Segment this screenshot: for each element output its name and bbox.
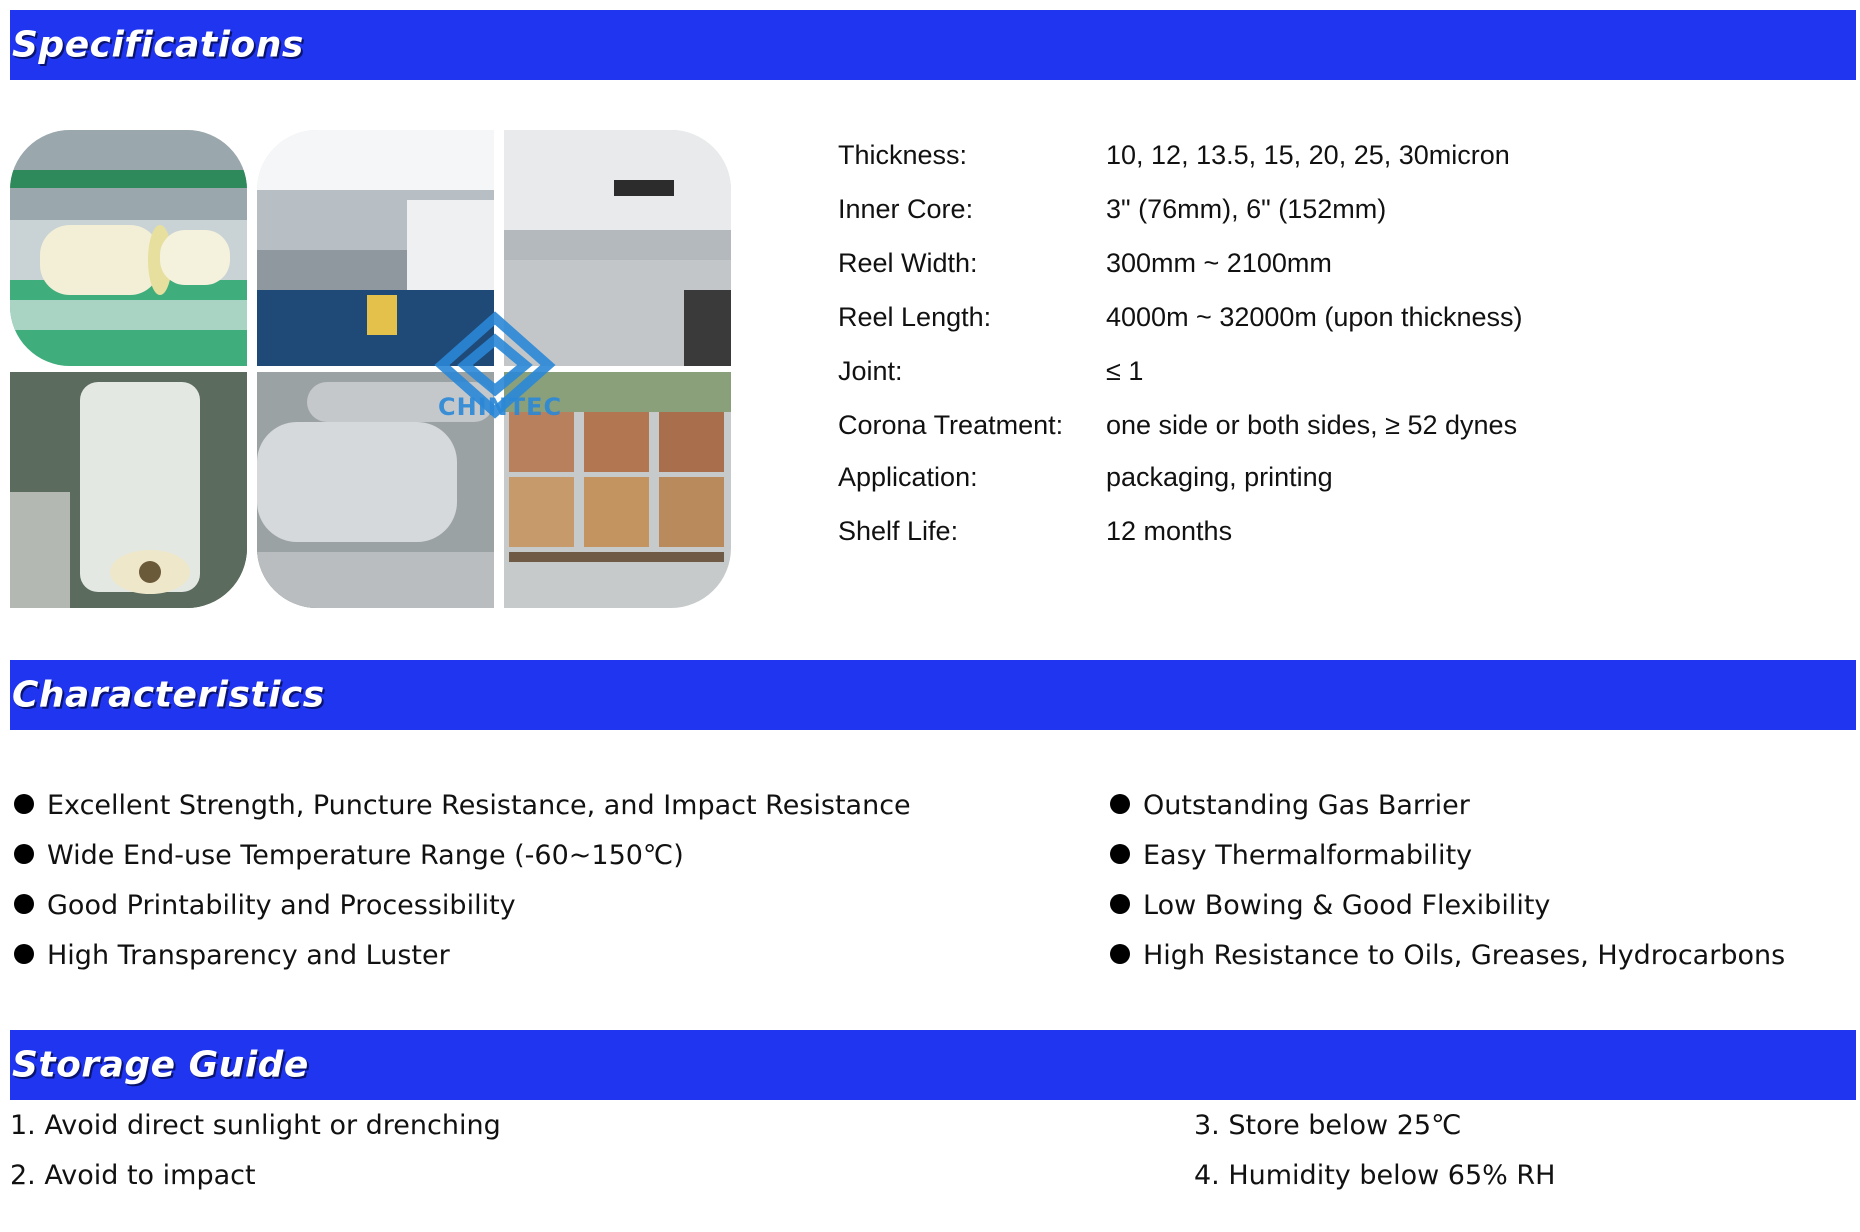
characteristic-text: High Transparency and Luster (47, 940, 450, 971)
spec-value: 10, 12, 13.5, 15, 20, 25, 30micron (1106, 140, 1510, 170)
bullet-icon (1110, 944, 1130, 964)
storage-item: 3. Store below 25℃ (1194, 1110, 1462, 1141)
characteristic-item (14, 940, 450, 980)
characteristic-item (14, 890, 516, 930)
characteristic-item (14, 790, 911, 830)
specifications-header (10, 10, 1856, 80)
storage-item: 4. Humidity below 65% RH (1194, 1160, 1556, 1191)
spec-label: Shelf Life: (838, 516, 959, 546)
storage-guide-header (10, 1030, 1856, 1100)
spec-label: Joint: (838, 356, 903, 386)
characteristic-text: Excellent Strength, Puncture Resistance, and Impact Resistance (47, 790, 911, 821)
spec-label: Reel Length: (838, 302, 992, 332)
characteristic-item (1110, 790, 1470, 830)
bullet-icon (14, 844, 34, 864)
spec-value: 300mm ~ 2100mm (1106, 248, 1332, 278)
characteristic-text: Outstanding Gas Barrier (1143, 790, 1470, 821)
storage-item: 1. Avoid direct sunlight or drenching (10, 1110, 501, 1141)
spec-value: 12 months (1106, 516, 1233, 546)
film-roll-machine-photo (10, 130, 247, 366)
product-photo-collage (10, 130, 731, 608)
characteristic-text: Good Printability and Processibility (47, 890, 516, 921)
spec-label: Inner Core: (838, 194, 974, 224)
bullet-icon (14, 944, 34, 964)
specifications-title: Specifications (12, 24, 304, 66)
bullet-icon (1110, 794, 1130, 814)
characteristic-item (1110, 840, 1472, 880)
spec-value: one side or both sides, ≥ 52 dynes (1106, 410, 1518, 440)
spec-label: Thickness: (838, 140, 968, 170)
storage-item: 2. Avoid to impact (10, 1160, 256, 1191)
wrapped-roll-photo (10, 372, 247, 608)
spec-value: packaging, printing (1106, 462, 1333, 492)
characteristic-text: Wide End-use Temperature Range (-60~150℃) (47, 840, 684, 871)
bullet-icon (14, 794, 34, 814)
bullet-icon (14, 894, 34, 914)
spec-value: 3" (76mm), 6" (152mm) (1106, 194, 1387, 224)
bullet-icon (1110, 844, 1130, 864)
spec-label: Corona Treatment: (838, 410, 1064, 440)
spec-value: 4000m ~ 32000m (upon thickness) (1106, 302, 1523, 332)
characteristic-item (1110, 940, 1785, 980)
spec-label: Reel Width: (838, 248, 978, 278)
characteristic-text: High Resistance to Oils, Greases, Hydrocarbons (1143, 940, 1786, 971)
chintec-logo-text: CHINTEC (438, 393, 563, 421)
characteristic-item (14, 840, 684, 880)
characteristics-title: Characteristics (12, 674, 325, 716)
characteristic-text: Easy Thermalformability (1143, 840, 1473, 871)
spec-label: Application: (838, 462, 978, 492)
characteristic-item (1110, 890, 1550, 930)
characteristics-header (10, 660, 1856, 730)
spec-value: ≤ 1 (1106, 356, 1144, 386)
characteristic-text: Low Bowing & Good Flexibility (1143, 890, 1551, 921)
bullet-icon (1110, 894, 1130, 914)
storage-guide-title: Storage Guide (12, 1044, 309, 1086)
